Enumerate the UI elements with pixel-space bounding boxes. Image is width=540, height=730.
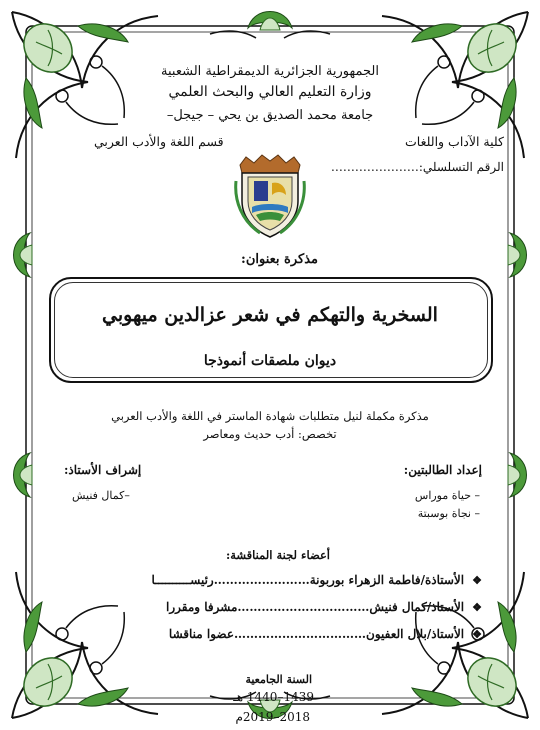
committee-member [169,627,482,641]
university-name: جامعة محمد الصديق بن يحي – جيجل– [166,108,374,123]
subtitle: ديوان ملصقات أنموذجا [203,353,337,369]
committee-member [166,600,482,614]
republic-name: الجمهورية الجزائرية الديمقراطية الشعبية [161,64,379,79]
gregorian-year: 2018–2019م [235,710,310,724]
ministry-name: وزارة التعليم العالي والبحث العلمي [168,84,372,100]
committee-member [151,573,482,587]
member-name: الأستاذة/فاطمة الزهراء بوربونة [309,573,465,587]
supervisor-name: –كمال فنيش [72,489,130,502]
member-role: رئيســــــــــا [151,573,214,587]
main-title: السخرية والتهكم في شعر عزالدين ميهوبي [102,304,438,326]
diamond-bullet-icon: ❖ [472,601,482,614]
member-name: الأستاذ/بلال العفيون [366,627,465,641]
thesis-purpose: مذكرة مكملة لنيل متطلبات شهادة الماستر في اللغة والأدب العربي [111,409,429,423]
supervisor-label: إشراف الأستاذ: [64,463,142,477]
member-role: عضوا مناقشا [168,627,234,641]
hijri-year: 1439–1440 هـ [233,690,314,704]
diamond-bullet-icon: ❖ [472,628,482,641]
member-dots: …………………………… [234,627,366,641]
specialty: تخصص: أدب حديث ومعاصر [203,427,337,441]
member-role: مشرفا ومقررا [166,600,238,614]
member-dots: …………………………… [237,600,370,614]
member-dots: …………………… [213,573,310,587]
serial-label: الرقم التسلسلي: [418,160,504,174]
department-name: قسم اللغة والأدب العربي [94,134,224,149]
serial-number [331,160,504,174]
member-name: الأستاذ/كمال فنيش [369,600,465,614]
academic-year-label: السنة الجامعية [245,673,312,686]
student-name: – نجاة بوسبتة [417,507,480,520]
diamond-bullet-icon: ❖ [472,574,482,587]
student-name: – حياة موراس [414,489,480,502]
committee-label: أعضاء لجنة المناقشة: [226,548,330,562]
serial-dots: …………………. [331,160,419,174]
faculty-name: كلية الآداب واللغات [405,134,504,149]
title-label: مذكرة بعنوان: [241,252,318,267]
university-logo [232,151,308,239]
prepared-by-label: إعداد الطالبتين: [403,463,482,477]
